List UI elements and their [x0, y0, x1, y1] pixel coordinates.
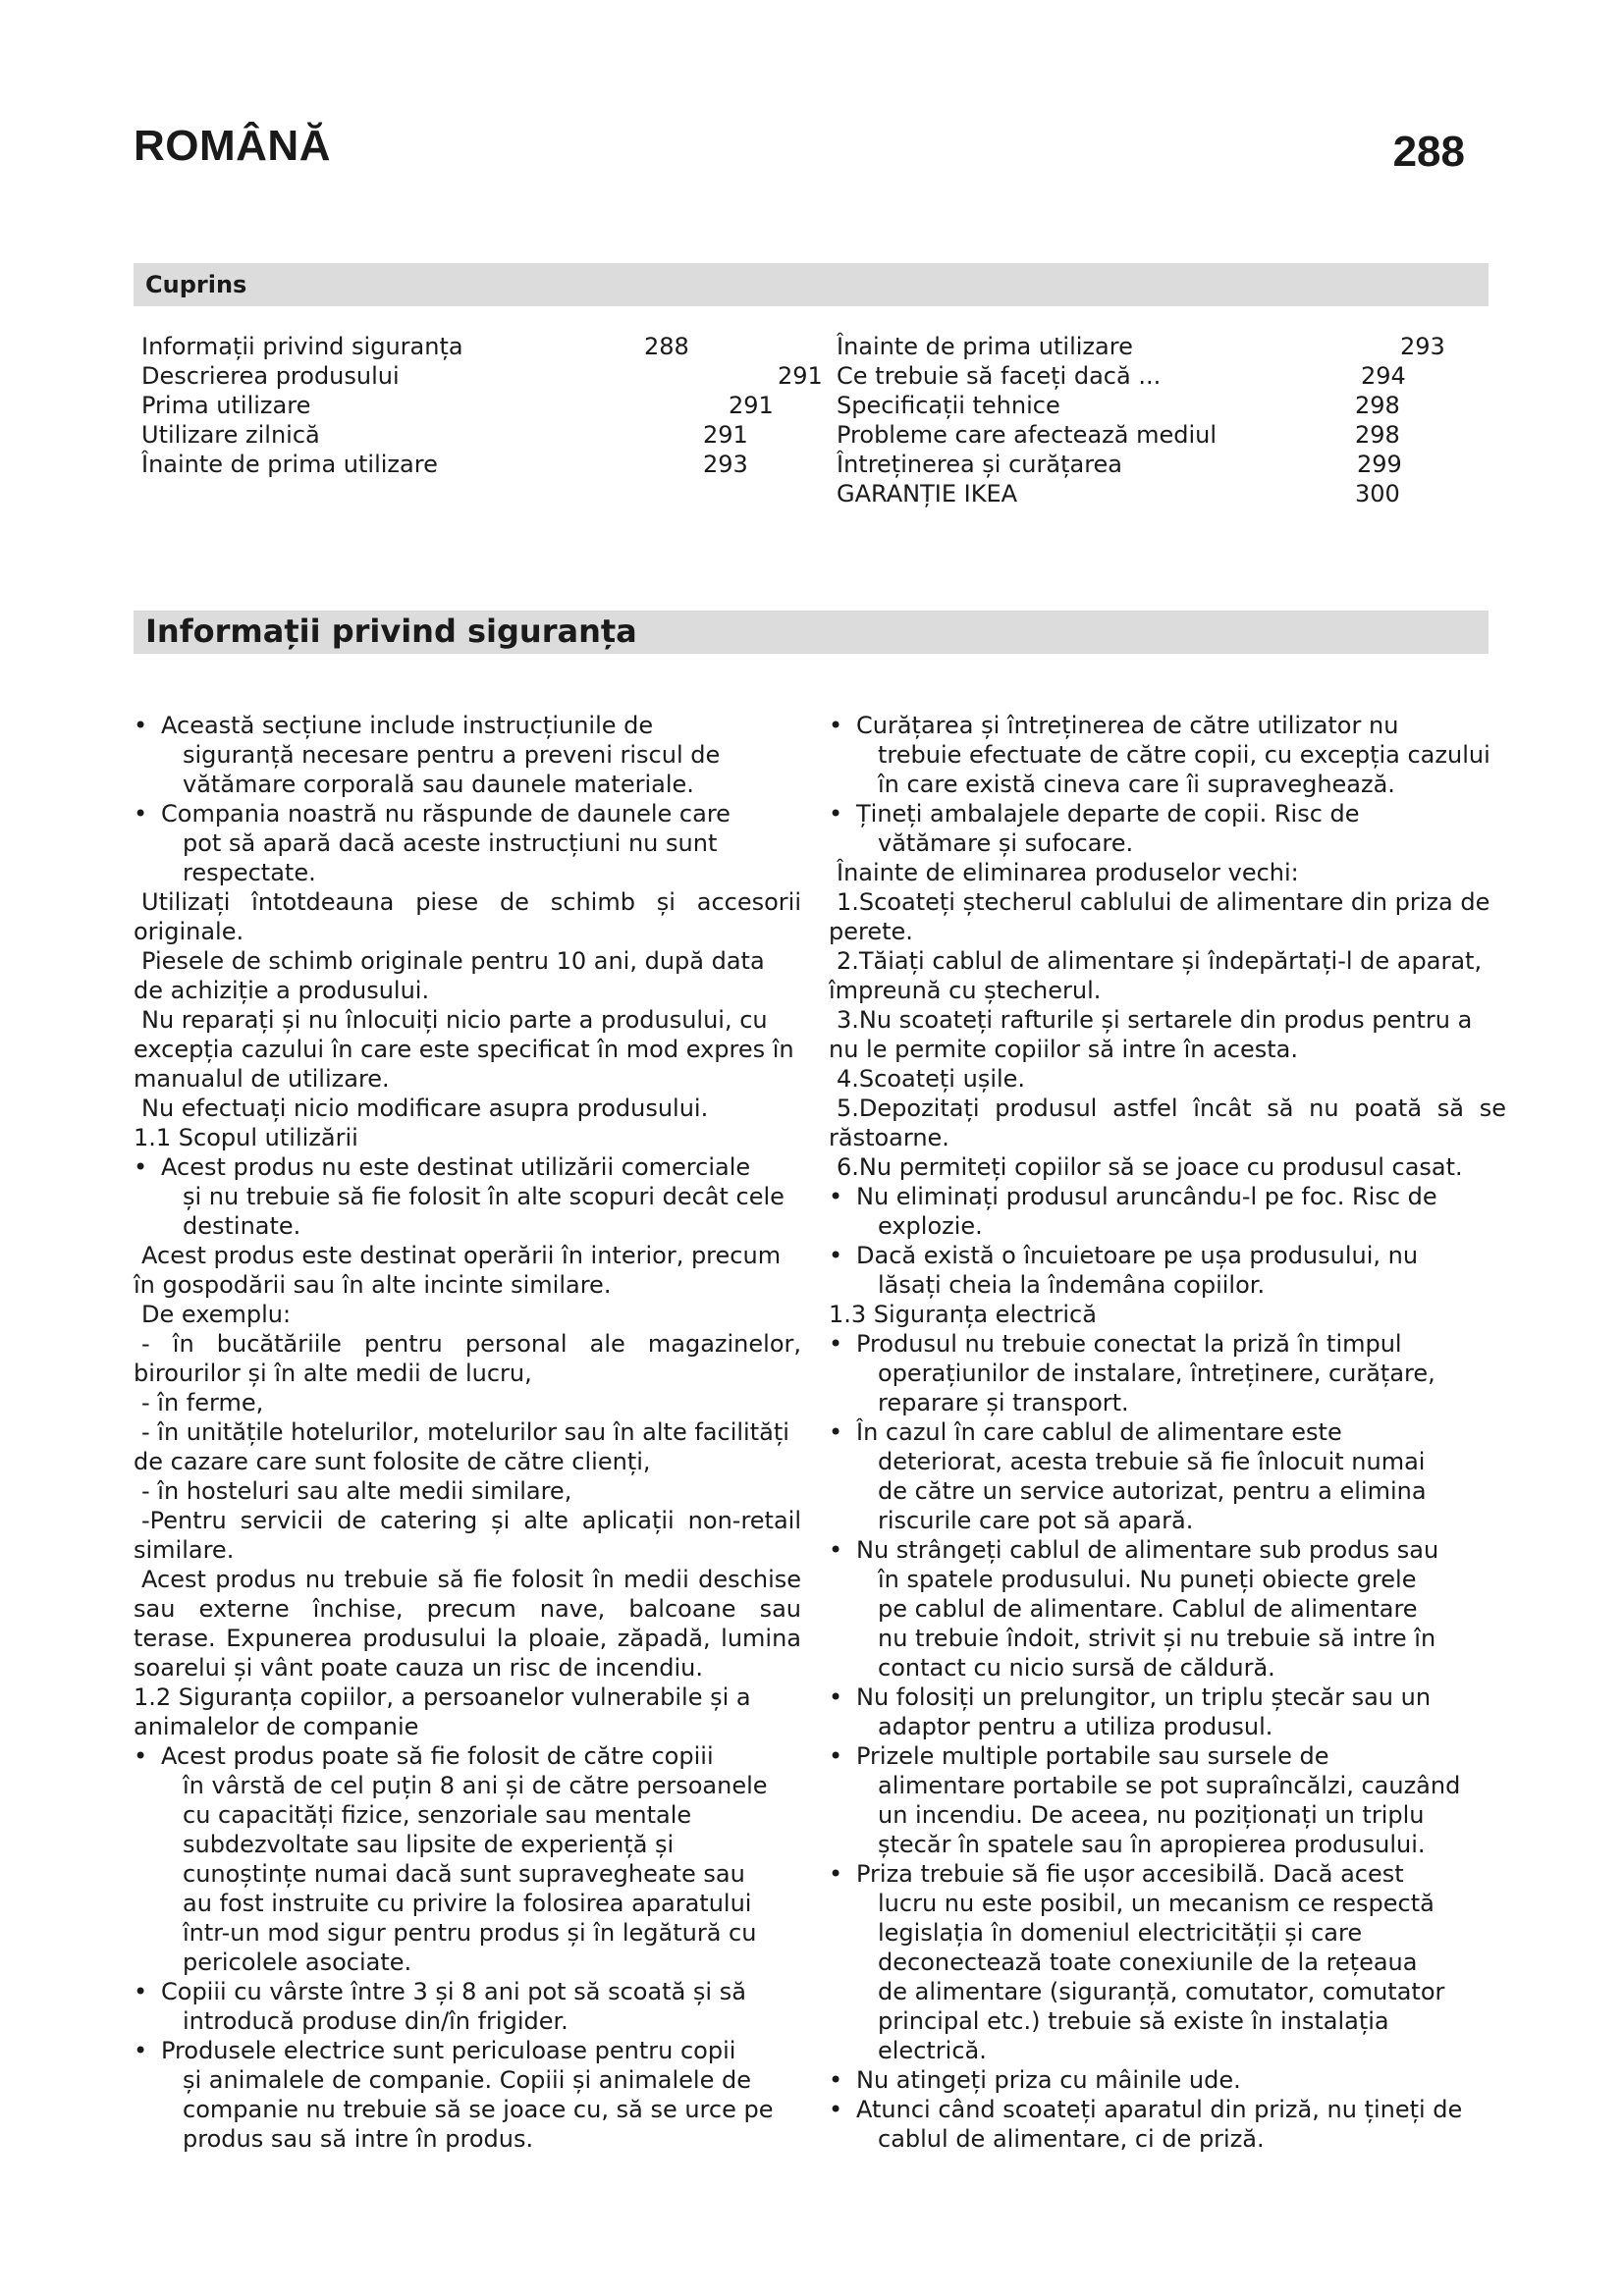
text-line: similare. [134, 1536, 235, 1564]
text-line: nu le permite copiilor să intre în acesta. [829, 1036, 1298, 1063]
bullet-item [829, 1417, 1506, 1535]
bullet-item [829, 799, 1506, 858]
toc-left-column [141, 332, 848, 479]
text-line: pot să apară dacă aceste instrucțiuni nu sunt [183, 829, 718, 857]
text-line: animalelor de companie [134, 1713, 419, 1740]
paragraph [134, 1388, 801, 1417]
text-line: riscurile care pot să apară. [878, 1507, 1194, 1534]
bullet-icon: • [829, 1742, 843, 1770]
text-line: De exemplu: [141, 1301, 292, 1328]
bullet-item [829, 2065, 1506, 2095]
text-line: Priza trebuie să fie ușor accesibilă. Dacă acest [856, 1860, 1404, 1888]
toc-header-bar [134, 263, 1489, 306]
text-line: Nu reparați și nu înlocuiți nicio parte a produsului, cu [141, 1006, 768, 1034]
text-line: sau externe închise, precum nave, balcoane sau [134, 1595, 801, 1623]
bullet-icon: • [829, 1683, 843, 1711]
text-line: răstoarne. [829, 1124, 949, 1151]
text-line: - în hosteluri sau alte medii similare, [141, 1477, 572, 1505]
paragraph [829, 1064, 1506, 1094]
text-line: Copiii cu vârste între 3 și 8 ani pot să scoată și să [161, 1978, 746, 2005]
toc-entry [141, 391, 848, 420]
toc-entry-label: Ce trebuie să faceți dacă ... [837, 362, 1162, 390]
toc-entry-page: 293 [703, 451, 748, 478]
toc-entry [837, 391, 1504, 420]
text-line: Dacă există o încuietoare pe ușa produsului, nu [856, 1242, 1419, 1269]
text-line: împreună cu ștecherul. [829, 977, 1102, 1004]
text-line: 1.3 Siguranța electrică [829, 1301, 1097, 1328]
text-line: vătămare corporală sau daunele materiale. [183, 771, 694, 798]
text-line: introducă produse din/în frigider. [183, 2007, 568, 2035]
paragraph [134, 1565, 801, 1682]
text-line: 1.1 Scopul utilizării [134, 1124, 358, 1151]
text-line: Acest produs poate să fie folosit de către copiii [161, 1742, 714, 1770]
toc-entry-page: 298 [1355, 421, 1400, 449]
text-line: nu trebuie îndoit, strivit și nu trebuie să intre în [878, 1625, 1436, 1652]
text-line: în spatele produsului. Nu puneți obiecte grele [878, 1566, 1417, 1593]
text-line: electrică. [878, 2037, 987, 2064]
text-line: lucru nu este posibil, un mecanism ce respectă [878, 1890, 1435, 1917]
text-line: birourilor și în alte medii de lucru, [134, 1360, 532, 1387]
text-line: au fost instruite cu privire la folosirea aparatului [183, 1890, 752, 1917]
text-line: explozie. [878, 1212, 983, 1240]
text-line: Curățarea și întreținerea de către utilizator nu [856, 712, 1399, 739]
bullet-icon: • [134, 712, 148, 739]
text-line: de achiziție a produsului. [134, 977, 430, 1004]
text-line: Acest produs nu trebuie să fie folosit în medii deschise [141, 1566, 801, 1593]
text-line: soarelui și vânt poate cauza un risc de incendiu. [134, 1654, 703, 1682]
text-line: și nu trebuie să fie folosit în alte scopuri decât cele [183, 1183, 785, 1210]
text-line: contact cu nicio sursă de căldură. [878, 1654, 1275, 1682]
bullet-icon: • [829, 800, 843, 828]
section-left-column [134, 711, 801, 2154]
text-line: 5.Depozitați produsul astfel încât să nu poată să se [837, 1095, 1506, 1122]
bullet-icon: • [829, 2096, 843, 2123]
text-line: deconectează toate conexiunile de la rețeaua [878, 1949, 1418, 1976]
text-line: principal etc.) trebuie să existe în instalația [878, 2007, 1389, 2035]
page-number: 288 [1392, 128, 1465, 176]
bullet-item [829, 1682, 1506, 1741]
text-line: Prizele multiple portabile sau sursele de [856, 1742, 1329, 1770]
subsection-heading [829, 1300, 1506, 1329]
text-line: Atunci când scoateți aparatul din priză, nu țineți de [856, 2096, 1463, 2123]
text-line: reparare și transport. [878, 1389, 1129, 1416]
text-line: 4.Scoateți ușile. [837, 1065, 1026, 1093]
text-line: trebuie efectuate de către copii, cu excepția cazului [878, 741, 1490, 769]
paragraph [829, 887, 1506, 946]
text-line: respectate. [183, 859, 316, 886]
toc-entry-page: 291 [703, 421, 748, 449]
toc-entry-label: GARANȚIE IKEA [837, 480, 1018, 507]
text-line: Produsele electrice sunt periculoase pentru copii [161, 2037, 736, 2064]
toc-entry-page: 291 [778, 362, 823, 390]
section-header-bar [134, 611, 1489, 654]
text-line: Acest produs este destinat operării în interior, precum [141, 1242, 782, 1269]
text-line: legislația în domeniul electricității și care [878, 1919, 1363, 1947]
language-title: ROMÂNĂ [134, 122, 331, 170]
toc-entry-label: Prima utilizare [141, 392, 311, 419]
text-line: Această secțiune include instrucțiunile de [161, 712, 654, 739]
text-line: originale. [134, 918, 244, 945]
text-line: 6.Nu permiteți copiilor să se joace cu produsul casat. [837, 1153, 1463, 1181]
text-line: operațiunilor de instalare, întreținere, curățare, [878, 1360, 1435, 1387]
bullet-icon: • [134, 1153, 148, 1181]
bullet-item [134, 2036, 801, 2154]
paragraph [134, 1005, 801, 1094]
text-line: un incendiu. De aceea, nu poziționați un triplu [878, 1801, 1425, 1829]
bullet-icon: • [829, 1418, 843, 1446]
bullet-icon: • [829, 2066, 843, 2094]
text-line: - în ferme, [141, 1389, 264, 1416]
paragraph [829, 946, 1506, 1005]
text-line: Nu efectuați nicio modificare asupra produsului. [141, 1095, 709, 1122]
text-line: lăsați cheia la îndemâna copiilor. [878, 1271, 1266, 1299]
bullet-item [134, 711, 801, 799]
bullet-item [829, 1859, 1506, 2065]
bullet-item [829, 1241, 1506, 1300]
text-line: Nu strângeți cablul de alimentare sub produs sau [856, 1536, 1439, 1564]
bullet-item [134, 1741, 801, 1977]
text-line: Piesele de schimb originale pentru 10 ani, după data [141, 947, 765, 975]
text-line: Nu folosiți un prelungitor, un triplu ștecăr sau un [856, 1683, 1432, 1711]
text-line: 1.Scoateți ștecherul cablului de alimentare din priza de [837, 888, 1490, 916]
text-line: subdezvoltate sau lipsite de experiență și [183, 1831, 675, 1858]
paragraph [134, 887, 801, 946]
paragraph [134, 1329, 801, 1388]
paragraph [829, 1005, 1506, 1064]
section-right-column [829, 711, 1506, 2154]
toc-title: Cuprins [145, 271, 247, 298]
bullet-icon: • [829, 1860, 843, 1888]
toc-entry-label: Întreținerea și curățarea [837, 451, 1123, 478]
toc-entry [837, 450, 1504, 479]
paragraph [134, 1506, 801, 1565]
toc-entry-page: 300 [1355, 480, 1400, 507]
text-line: vătămare și sufocare. [878, 829, 1134, 857]
subsection-heading [134, 1123, 801, 1152]
text-line: 2.Tăiați cablul de alimentare și îndepărtați-l de aparat, [837, 947, 1483, 975]
bullet-icon: • [134, 2037, 148, 2064]
bullet-item [829, 1182, 1506, 1241]
bullet-icon: • [829, 1536, 843, 1564]
bullet-icon: • [829, 1183, 843, 1210]
bullet-item [134, 1152, 801, 1241]
toc-entry [837, 332, 1504, 361]
bullet-icon: • [829, 712, 843, 739]
bullet-item [829, 1535, 1506, 1682]
text-line: Acest produs nu este destinat utilizării comerciale [161, 1153, 751, 1181]
subsection-heading [134, 1682, 801, 1741]
text-line: destinate. [183, 1212, 301, 1240]
bullet-icon: • [134, 1742, 148, 1770]
text-line: și animalele de companie. Copiii și animalele de [183, 2066, 751, 2094]
toc-entry [141, 450, 848, 479]
text-line: de cazare care sunt folosite de către clienți, [134, 1448, 651, 1475]
text-line: pe cablul de alimentare. Cablul de alimentare [878, 1595, 1418, 1623]
paragraph [829, 1094, 1506, 1152]
text-line: companie nu trebuie să se joace cu, să se urce pe [183, 2096, 774, 2123]
toc-entry-label: Utilizare zilnică [141, 421, 320, 449]
toc-entry-label: Specificații tehnice [837, 392, 1060, 419]
toc-entry [837, 361, 1504, 391]
paragraph [134, 1241, 801, 1300]
text-line: În cazul în care cablul de alimentare este [856, 1418, 1342, 1446]
toc-entry-label: Înainte de prima utilizare [837, 333, 1133, 360]
toc-entry-label: Descrierea produsului [141, 362, 400, 390]
text-line: Utilizați întotdeauna piese de schimb și accesorii [141, 888, 801, 916]
paragraph [134, 1417, 801, 1476]
text-line: în vârstă de cel puțin 8 ani și de către persoanele [183, 1772, 768, 1799]
text-line: -Pentru servicii de catering și alte aplicații non-retail [141, 1507, 801, 1534]
paragraph [134, 1476, 801, 1506]
paragraph [134, 1094, 801, 1123]
text-line: Înainte de eliminarea produselor vechi: [837, 859, 1299, 886]
paragraph [134, 946, 801, 1005]
bullet-item [134, 799, 801, 887]
text-line: manualul de utilizare. [134, 1065, 390, 1093]
text-line: 1.2 Siguranța copiilor, a persoanelor vulnerabile și a [134, 1683, 751, 1711]
toc-entry-page: 294 [1361, 362, 1406, 390]
text-line: deteriorat, acesta trebuie să fie înlocuit numai [878, 1448, 1426, 1475]
text-line: alimentare portabile se pot supraîncălzi, cauzând [878, 1772, 1461, 1799]
text-line: Nu atingeți priza cu mâinile ude. [856, 2066, 1241, 2094]
bullet-icon: • [829, 1330, 843, 1358]
toc-entry [141, 420, 848, 450]
toc-entry-label: Înainte de prima utilizare [141, 451, 438, 478]
toc-entry [837, 479, 1504, 508]
text-line: pericolele asociate. [183, 1949, 412, 1976]
toc-entry-page: 291 [729, 392, 774, 419]
bullet-icon: • [134, 800, 148, 828]
text-line: - în bucătăriile pentru personal ale magazinelor, [141, 1330, 801, 1358]
text-line: cunoștințe numai dacă sunt supravegheate sau [183, 1860, 745, 1888]
text-line: într-un mod sigur pentru produs și în legătură cu [183, 1919, 757, 1947]
paragraph [134, 1300, 801, 1329]
text-line: - în unitățile hotelurilor, motelurilor sau în alte facilități [141, 1418, 789, 1446]
toc-entry [141, 332, 848, 361]
toc-entry [141, 361, 848, 391]
text-line: Nu eliminați produsul aruncându-l pe foc. Risc de [856, 1183, 1437, 1210]
text-line: terase. Expunerea produsului la ploaie, zăpadă, lumina [134, 1625, 801, 1652]
toc-entry-page: 299 [1357, 451, 1402, 478]
text-line: în gospodării sau în alte incinte similare. [134, 1271, 612, 1299]
text-line: siguranță necesare pentru a preveni riscul de [183, 741, 721, 769]
bullet-icon: • [829, 1242, 843, 1269]
text-line: în care există cineva care îi supraveghează. [878, 771, 1395, 798]
toc-entry-page: 288 [644, 333, 689, 360]
section-title: Informații privind siguranța [145, 613, 637, 650]
text-line: Produsul nu trebuie conectat la priză în timpul [856, 1330, 1402, 1358]
toc-entry-label: Informații privind siguranța [141, 333, 463, 360]
text-line: cablul de alimentare, ci de priză. [878, 2125, 1265, 2153]
text-line: Țineți ambalajele departe de copii. Risc de [856, 800, 1360, 828]
toc-entry-page: 293 [1400, 333, 1445, 360]
bullet-item [829, 711, 1506, 799]
text-line: cu capacități fizice, senzoriale sau mentale [183, 1801, 692, 1829]
toc-right-column [837, 332, 1504, 508]
bullet-item [829, 1329, 1506, 1417]
text-line: produs sau să intre în produs. [183, 2125, 534, 2153]
bullet-item [829, 2095, 1506, 2154]
text-line: 3.Nu scoateți rafturile și sertarele din produs pentru a [837, 1006, 1473, 1034]
text-line: Compania noastră nu răspunde de daunele care [161, 800, 731, 828]
toc-entry-label: Probleme care afectează mediul [837, 421, 1218, 449]
toc-entry [837, 420, 1504, 450]
bullet-item [134, 1977, 801, 2036]
bullet-item [829, 1741, 1506, 1859]
text-line: excepția cazului în care este specificat în mod expres în [134, 1036, 794, 1063]
text-line: de către un service autorizat, pentru a elimina [878, 1477, 1427, 1505]
paragraph [829, 858, 1506, 887]
text-line: adaptor pentru a utiliza produsul. [878, 1713, 1273, 1740]
toc-entry-page: 298 [1355, 392, 1400, 419]
text-line: ștecăr în spatele sau în apropierea produsului. [878, 1831, 1426, 1858]
text-line: perete. [829, 918, 913, 945]
text-line: de alimentare (siguranță, comutator, comutator [878, 1978, 1445, 2005]
paragraph [829, 1152, 1506, 1182]
bullet-icon: • [134, 1978, 148, 2005]
